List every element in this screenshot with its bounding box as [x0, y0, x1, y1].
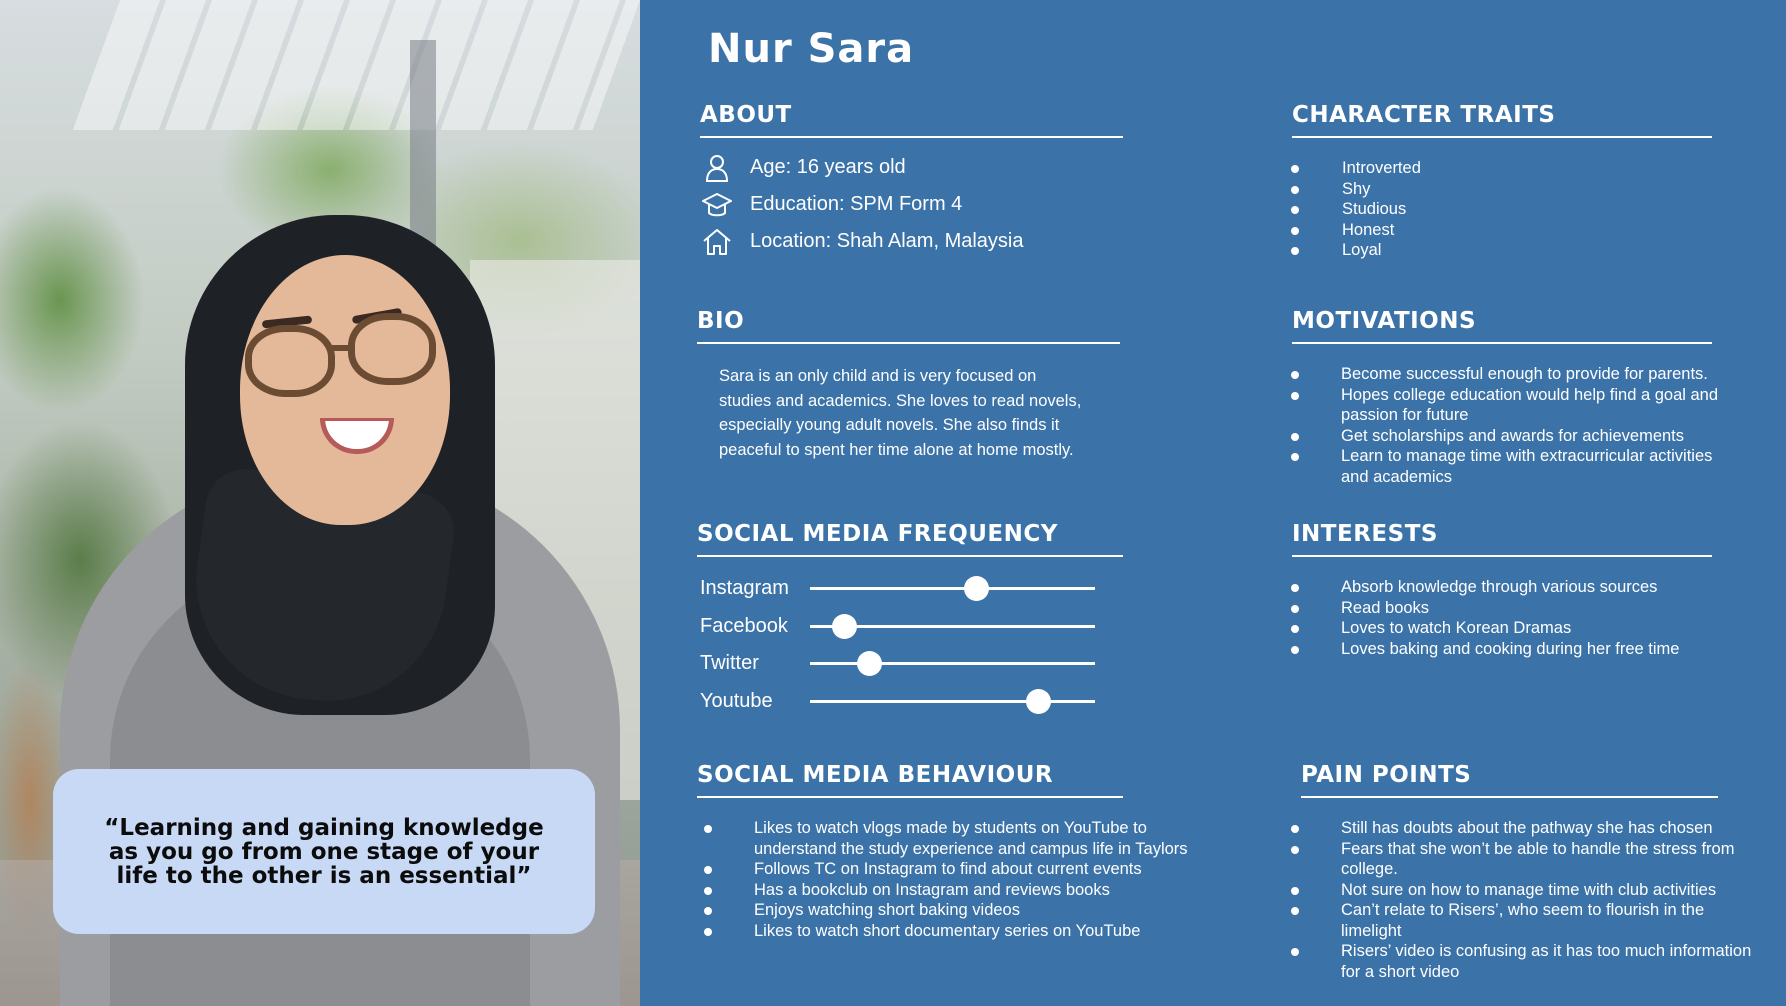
persona-name: Nur Sara: [708, 26, 915, 72]
frequency-label-instagram: Instagram: [700, 577, 789, 600]
about-section: [700, 102, 1123, 260]
list-item: Enjoys watching short baking videos: [704, 900, 1204, 921]
list-item: Has a bookclub on Instagram and reviews books: [704, 880, 1204, 901]
list-item: Likes to watch vlogs made by students on YouTube to understand the study experience and campus life in Taylors: [704, 818, 1204, 859]
glasses-right-lens: [348, 313, 436, 385]
about-age-text: Age: 16 years old: [750, 156, 906, 178]
about-education-text: Education: SPM Form 4: [750, 193, 963, 215]
frequency-label-twitter: Twitter: [700, 652, 759, 675]
list-item: Still has doubts about the pathway she has chosen: [1291, 818, 1761, 839]
pain-points-title: PAIN POINTS: [1301, 762, 1718, 798]
list-item: Studious: [1291, 199, 1712, 220]
glasses-bridge: [330, 345, 352, 351]
list-item: Likes to watch short documentary series on YouTube: [704, 921, 1204, 942]
bio-section: [697, 308, 1120, 462]
graduation-cap-icon: [702, 190, 732, 220]
frequency-list: [697, 570, 1123, 720]
social-frequency-title: SOCIAL MEDIA FREQUENCY: [697, 521, 1123, 557]
list-item: Absorb knowledge through various sources: [1291, 577, 1731, 598]
home-icon: [702, 227, 732, 257]
list-item: Become successful enough to provide for parents.: [1291, 364, 1731, 385]
bio-text: Sara is an only child and is very focused on studies and academics. She loves to read novels, especially young adult novels. She also finds it peaceful to spent her time alone at home mostly.: [719, 367, 1082, 459]
about-title: ABOUT: [700, 102, 1123, 138]
pergola-roof: [73, 0, 640, 130]
frequency-label-youtube: Youtube: [700, 689, 773, 712]
list-item: Learn to manage time with extracurricular activities and academics: [1291, 446, 1731, 487]
bio-title: BIO: [697, 308, 1120, 344]
frequency-facebook: [697, 608, 1123, 646]
person-icon: [702, 153, 732, 183]
quote-box: [53, 769, 595, 934]
frequency-track-facebook: [810, 625, 1095, 628]
list-item: Loyal: [1291, 240, 1712, 261]
frequency-instagram: [697, 570, 1123, 608]
list-item: Shy: [1291, 179, 1712, 200]
interests-list: [1291, 577, 1731, 659]
list-item: Hopes college education would help find a goal and passion for future: [1291, 385, 1731, 426]
about-location-text: Location: Shah Alam, Malaysia: [750, 230, 1024, 252]
motivations-section: [1292, 308, 1719, 487]
about-location: [700, 223, 1123, 260]
list-item: Risers’ video is confusing as it has too much information for a short video: [1291, 941, 1761, 982]
persona-panel: [640, 0, 1786, 1006]
social-frequency-section: [697, 521, 1123, 720]
character-traits-section: [1292, 102, 1712, 261]
about-age: [700, 149, 1123, 186]
persona-photo: [0, 0, 640, 1006]
glasses-left-lens: [245, 325, 335, 397]
social-behaviour-list: [704, 818, 1204, 941]
list-item: Get scholarships and awards for achievements: [1291, 426, 1731, 447]
list-item: Fears that she won’t be able to handle the stress from college.: [1291, 839, 1761, 880]
about-list: [700, 149, 1123, 260]
frequency-thumb-facebook[interactable]: [832, 614, 857, 639]
frequency-label-facebook: Facebook: [700, 614, 788, 637]
motivations-list: [1291, 364, 1731, 487]
social-behaviour-section: [697, 762, 1188, 941]
list-item: Honest: [1291, 220, 1712, 241]
list-item: Read books: [1291, 598, 1731, 619]
frequency-thumb-youtube[interactable]: [1026, 689, 1051, 714]
list-item: Can’t relate to Risers’, who seem to flourish in the limelight: [1291, 900, 1761, 941]
social-behaviour-title: SOCIAL MEDIA BEHAVIOUR: [697, 762, 1123, 798]
interests-title: INTERESTS: [1292, 521, 1712, 557]
frequency-thumb-instagram[interactable]: [964, 576, 989, 601]
list-item: Follows TC on Instagram to find about current events: [704, 859, 1204, 880]
list-item: Loves baking and cooking during her free time: [1291, 639, 1731, 660]
motivations-title: MOTIVATIONS: [1292, 308, 1712, 344]
character-traits-title: CHARACTER TRAITS: [1292, 102, 1712, 138]
frequency-track-twitter: [810, 662, 1095, 665]
list-item: Not sure on how to manage time with club activities: [1291, 880, 1761, 901]
about-education: [700, 186, 1123, 223]
character-traits-list: [1291, 158, 1712, 261]
list-item: Introverted: [1291, 158, 1712, 179]
frequency-twitter: [697, 645, 1123, 683]
frequency-thumb-twitter[interactable]: [857, 651, 882, 676]
frequency-track-instagram: [810, 587, 1095, 590]
pain-points-section: [1301, 762, 1752, 982]
list-item: Loves to watch Korean Dramas: [1291, 618, 1731, 639]
frequency-youtube: [697, 683, 1123, 721]
interests-section: [1292, 521, 1712, 659]
frequency-track-youtube: [810, 700, 1095, 703]
quote-text: “Learning and gaining knowledge as you go from one stage of your life to the other is an essential”: [104, 814, 544, 889]
pain-points-list: [1291, 818, 1761, 982]
